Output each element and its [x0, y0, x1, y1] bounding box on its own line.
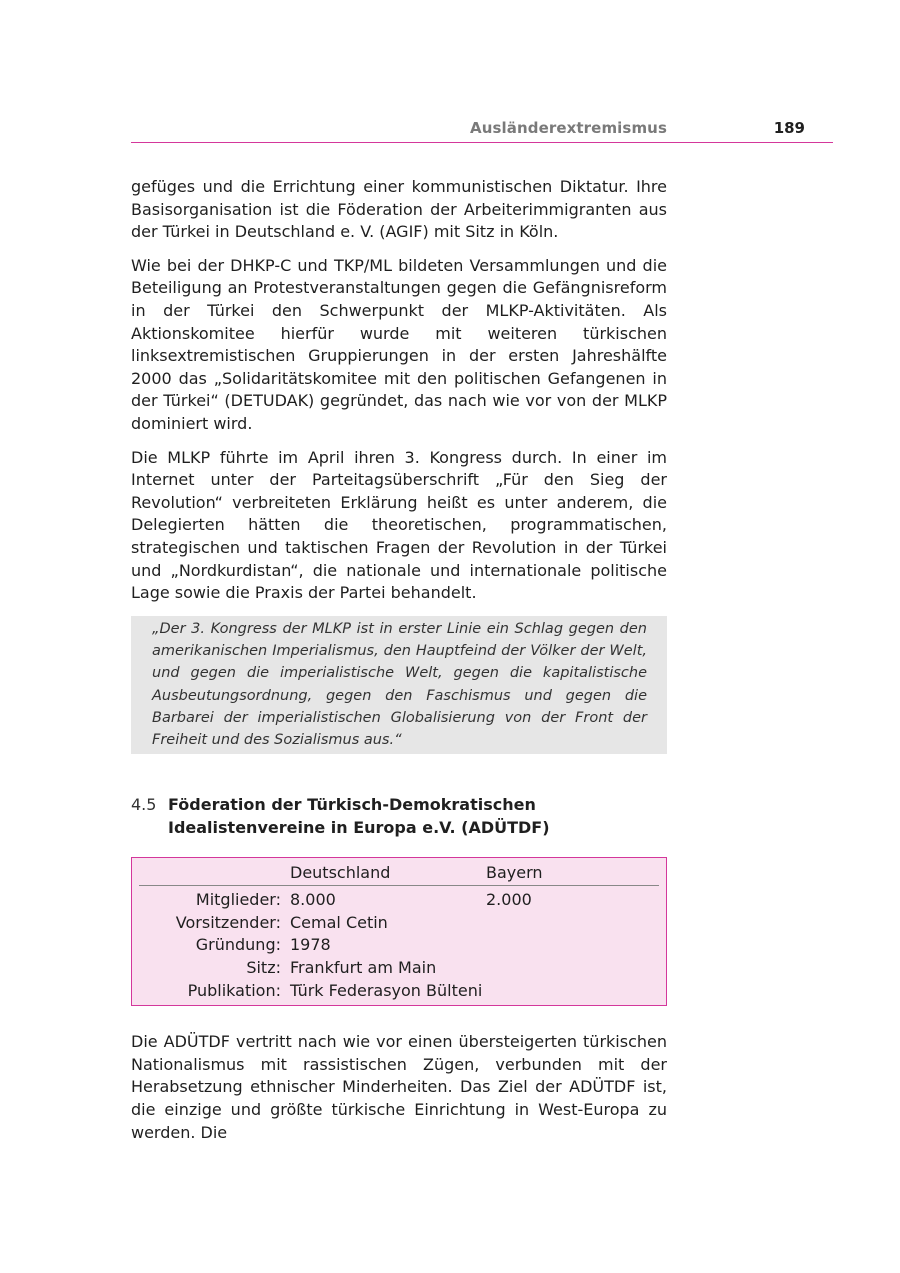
section-number: 4.5 — [131, 795, 157, 815]
row-label: Sitz: — [246, 958, 281, 978]
row-label: Mitglieder: — [195, 890, 281, 910]
paragraph: Die ADÜTDF vertritt nach wie vor einen übersteigerten türkischen Nationalismus mit rassistischen Zügen, verbunden mit der Herabsetzung ethnischer Minderheiten. Das Ziel der ADÜTDF ist, die einzige und größte türkische Einrichtung in West-Europa zu werden. Die — [131, 1032, 667, 1142]
row-value-bayern — [486, 934, 659, 957]
info-row-vorsitzender — [139, 912, 659, 935]
row-label: Gründung: — [195, 935, 281, 955]
row-value-deutschland: Türk Federasyon Bülteni — [290, 980, 483, 1000]
page-content — [131, 176, 667, 1155]
row-value-deutschland: Cemal Cetin — [290, 912, 388, 932]
header-title: Ausländerextremismus — [470, 119, 667, 137]
row-value-deutschland: 1978 — [290, 935, 331, 955]
row-label: Publikation: — [187, 980, 281, 1000]
quote-text: „Der 3. Kongress der MLKP ist in erster Linie ein Schlag gegen den amerikanischen Imperialismus, den Hauptfeind der Völker der Welt, und gegen die imperialistische Welt, gegen die kapitalistische Ausbeutungsordnung, gegen den Faschismus und gegen die Barbarei der imperialistischen Globalisierung von der Front der Freiheit und des Sozialismus aus.“ — [152, 620, 647, 749]
running-header — [131, 118, 833, 143]
paragraph: gefüges und die Errichtung einer kommunistischen Diktatur. Ihre Basisorganisation ist die Föderation der Arbeiterimmigranten aus der Türkei in Deutschland e. V. (AGIF) mit Sitz in Köln. — [131, 177, 667, 242]
column-header-deutschland: Deutschland — [290, 862, 391, 882]
info-row-publikation — [139, 980, 659, 1003]
paragraph: Wie bei der DHKP-C und TKP/ML bildeten Versammlungen und die Beteiligung an Protestveranstaltungen gegen die Gefängnisreform in der Türkei den Schwerpunkt der MLKP-Aktivitäten. Als Aktionskomitee hierfür wurde mit weiteren türkischen linksextremistischen Gruppierungen in der ersten Jahreshälfte 2000 das „Solidaritätskomitee mit den politischen Gefangenen in der Türkei“ (DETUDAK) gegründet, das nach wie vor von der MLKP dominiert wird. — [131, 255, 667, 433]
header-spacer — [139, 862, 281, 885]
row-value-deutschland: Frankfurt am Main — [290, 958, 437, 978]
info-row-sitz — [139, 957, 659, 980]
organization-info-box — [131, 857, 667, 1007]
page-number: 189 — [773, 119, 805, 137]
section-title: Föderation der Türkisch-Demokratischen Idealistenvereine in Europa e.V. (ADÜTDF) — [168, 795, 550, 838]
row-value-bayern: 2.000 — [486, 890, 532, 910]
section-heading — [131, 794, 667, 839]
row-value-bayern — [486, 957, 659, 980]
row-value-bayern — [486, 980, 659, 1003]
quote-box — [131, 616, 667, 755]
info-table-header — [139, 862, 659, 887]
row-label: Vorsitzender: — [175, 912, 281, 932]
info-row-mitglieder — [139, 889, 659, 912]
row-value-bayern — [486, 912, 659, 935]
paragraph: Die MLKP führte im April ihren 3. Kongress durch. In einer im Internet unter der Parteitagsüberschrift „Für den Sieg der Revolution“ verbreiteten Erklärung heißt es unter anderem, die Delegierten hätten die theoretischen, programmatischen, strategischen und taktischen Fragen der Revolution in der Türkei und „Nordkurdistan“, die nationale und internationale politische Lage sowie die Praxis der Partei behandelt. — [131, 447, 667, 603]
info-row-gruendung — [139, 934, 659, 957]
row-value-deutschland: 8.000 — [290, 890, 336, 910]
column-header-bayern: Bayern — [486, 862, 543, 882]
